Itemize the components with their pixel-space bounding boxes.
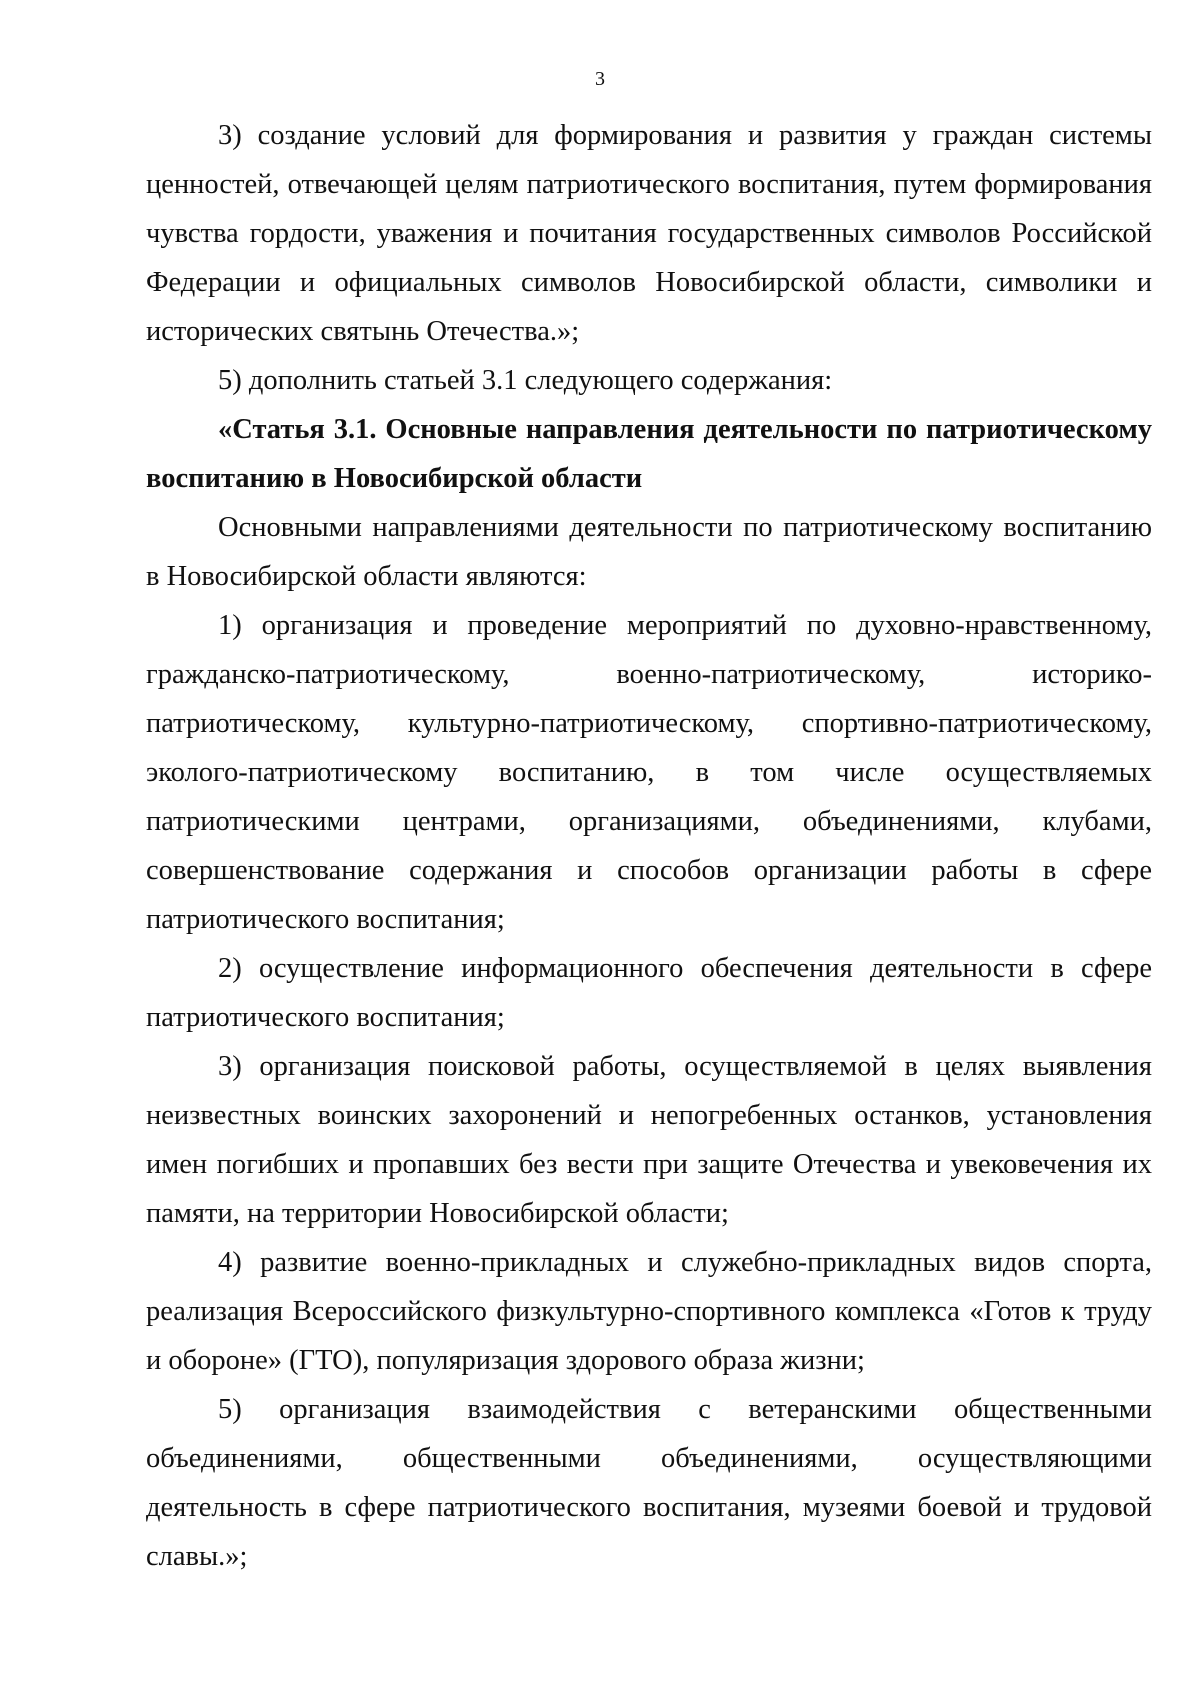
paragraph-direction-2: 2) осуществление информационного обеспечения деятельности в сфере патриотического воспитания; [146,953,1152,1033]
paragraph-direction-4: 4) развитие военно-прикладных и служебно-прикладных видов спорта, реализация Всероссийского физкультурно-спортивного комплекса «Готов к труду и обороне» (ГТО), популяризация здорового образа жизни; [146,1247,1152,1376]
document-body [146,111,1152,1581]
page-number: 3 [595,68,605,90]
article-3-1-heading: «Статья 3.1. Основные направления деятельности по патриотическому воспитанию в Новосибирской области [146,414,1152,494]
paragraph-main-directions-intro: Основными направлениями деятельности по патриотическому воспитанию в Новосибирской области являются: [146,512,1152,592]
paragraph-direction-3: 3) организация поисковой работы, осуществляемой в целях выявления неизвестных воинских захоронений и непогребенных останков, установления имен погибших и пропавших без вести при защите Отечества и увековечения их памяти, на территории Новосибирской области; [146,1051,1152,1229]
paragraph-amendment-5: 5) дополнить статьей 3.1 следующего содержания: [218,365,833,396]
paragraph-direction-1: 1) организация и проведение мероприятий по духовно-нравственному, гражданско-патриотическому, военно-патриотическому, историко-патриотическому, культурно-патриотическому, спортивно-патриотическому, эколого-патриотическому воспитанию, в том числе осуществляемых патриотическими центрами, организациями, объединениями, клубами, совершенствование содержания и способов организации работы в сфере патриотического воспитания; [146,610,1152,935]
paragraph-item-3-system-of-values: 3) создание условий для формирования и развития у граждан системы ценностей, отвечающей целям патриотического воспитания, путем формирования чувства гордости, уважения и почитания государственных символов Российской Федерации и официальных символов Новосибирской области, символики и исторических святынь Отечества.»; [146,120,1152,347]
paragraph-direction-5: 5) организация взаимодействия с ветеранскими общественными объединениями, общественными объединениями, осуществляющими деятельность в сфере патриотического воспитания, музеями боевой и трудовой славы.»; [146,1394,1152,1572]
